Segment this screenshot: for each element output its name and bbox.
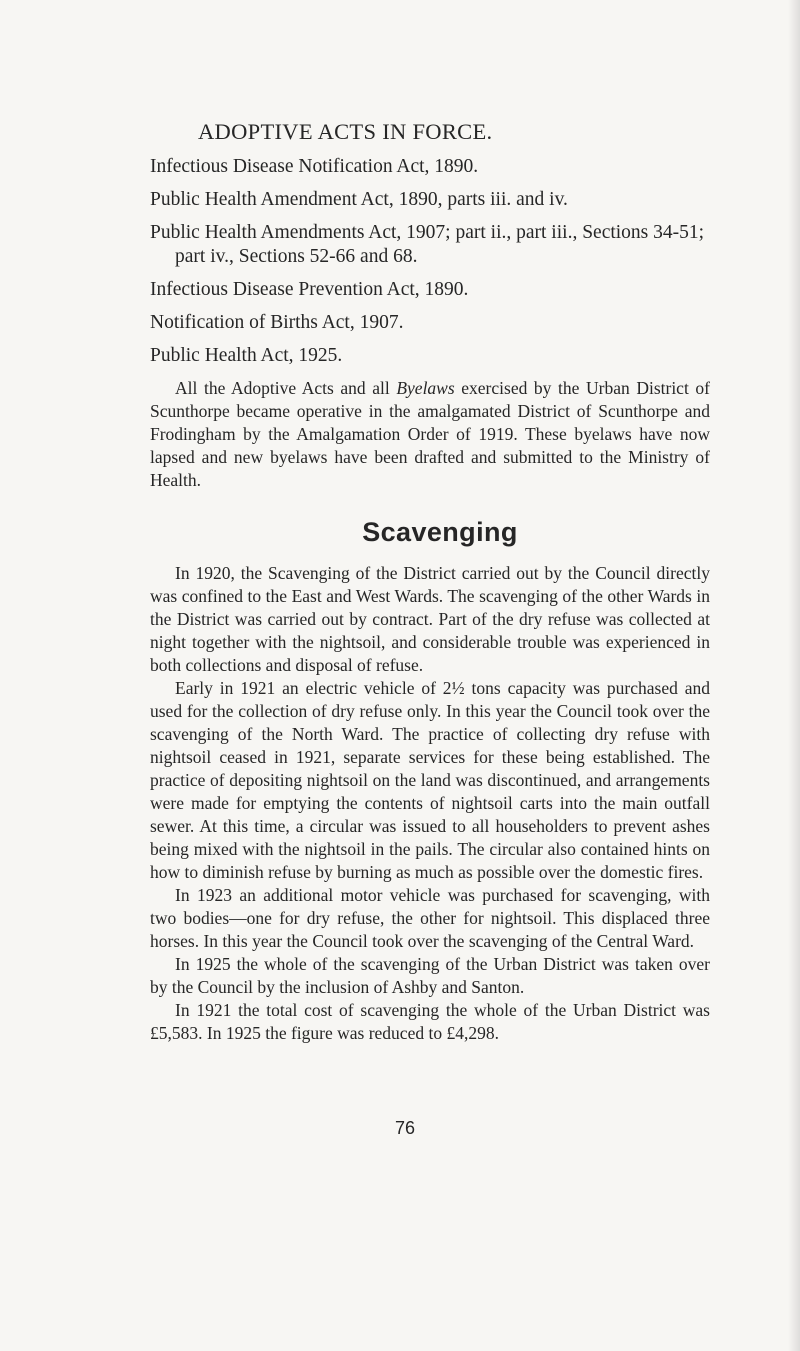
byelaws-paragraph [150, 377, 710, 492]
scavenging-paragraph-1923: In 1923 an additional motor vehicle was purchased for scavenging, with two bodies—one for dry refuse, the other for nightsoil. This displaced three horses. In this year the Council took over the scavenging of the Central Ward. [150, 885, 710, 951]
act-item-5: Notification of Births Act, 1907. [150, 312, 404, 333]
act-item-3: Public Health Amendments Act, 1907; part ii., part iii., Sections 34-51; part iv., Sections 52-66 and 68. [150, 222, 705, 267]
scavenging-paragraph-1920: In 1920, the Scavenging of the District carried out by the Council directly was confined to the East and West Wards. The scavenging of the other Wards in the District was carried out by contract. Part of the dry refuse was collected at night together with the nightsoil, and considerable trouble was experienced in both collections and disposal of refuse. [150, 563, 710, 675]
section-heading-scavenging: Scavenging [362, 517, 518, 547]
act-item-2: Public Health Amendment Act, 1890, parts iii. and iv. [150, 189, 568, 210]
page-title: ADOPTIVE ACTS IN FORCE. [198, 119, 493, 144]
act-item-4: Infectious Disease Prevention Act, 1890. [150, 279, 469, 300]
scavenging-paragraph-1925: In 1925 the whole of the scavenging of the Urban District was taken over by the Council by the inclusion of Ashby and Santon. [150, 954, 710, 997]
byelaws-text-end: exercised by the Urban District of Scunthorpe became operative in the amalgamated District of Scunthorpe and Frodingham by the Amalgamation Order of 1919. These byelaws have now lapsed and new byelaws have been drafted and submitted to the Ministry of Health. [150, 378, 710, 490]
page-edge-shadow [788, 0, 800, 1351]
page-number: 76 [394, 1118, 416, 1138]
byelaws-emphasis: Byelaws [396, 378, 455, 398]
scavenging-cost-paragraph: In 1921 the total cost of scavenging the whole of the Urban District was £5,583. In 1925 the figure was reduced to £4,298. [150, 1000, 710, 1043]
act-item-6: Public Health Act, 1925. [150, 345, 343, 366]
adoptive-acts-list [150, 155, 710, 368]
act-item-1: Infectious Disease Notification Act, 1890. [150, 156, 479, 177]
byelaws-text-start: All the Adoptive Acts and all [175, 378, 397, 398]
scavenging-paragraph-1921: Early in 1921 an electric vehicle of 2½ tons capacity was purchased and used for the collection of dry refuse only. In this year the Council took over the scavenging of the North Ward. The practice of collecting dry refuse with nightsoil ceased in 1921, separate services for these being established. The practice of depositing nightsoil on the land was discontinued, and arrangements were made for emptying the contents of nightsoil carts into the main outfall sewer. At this time, a circular was issued to all householders to prevent ashes being mixed with the nightsoil in the pails. The circular also contained hints on how to diminish refuse by burning as much as possible over the domestic fires. [150, 678, 710, 882]
page-content [150, 118, 710, 1045]
